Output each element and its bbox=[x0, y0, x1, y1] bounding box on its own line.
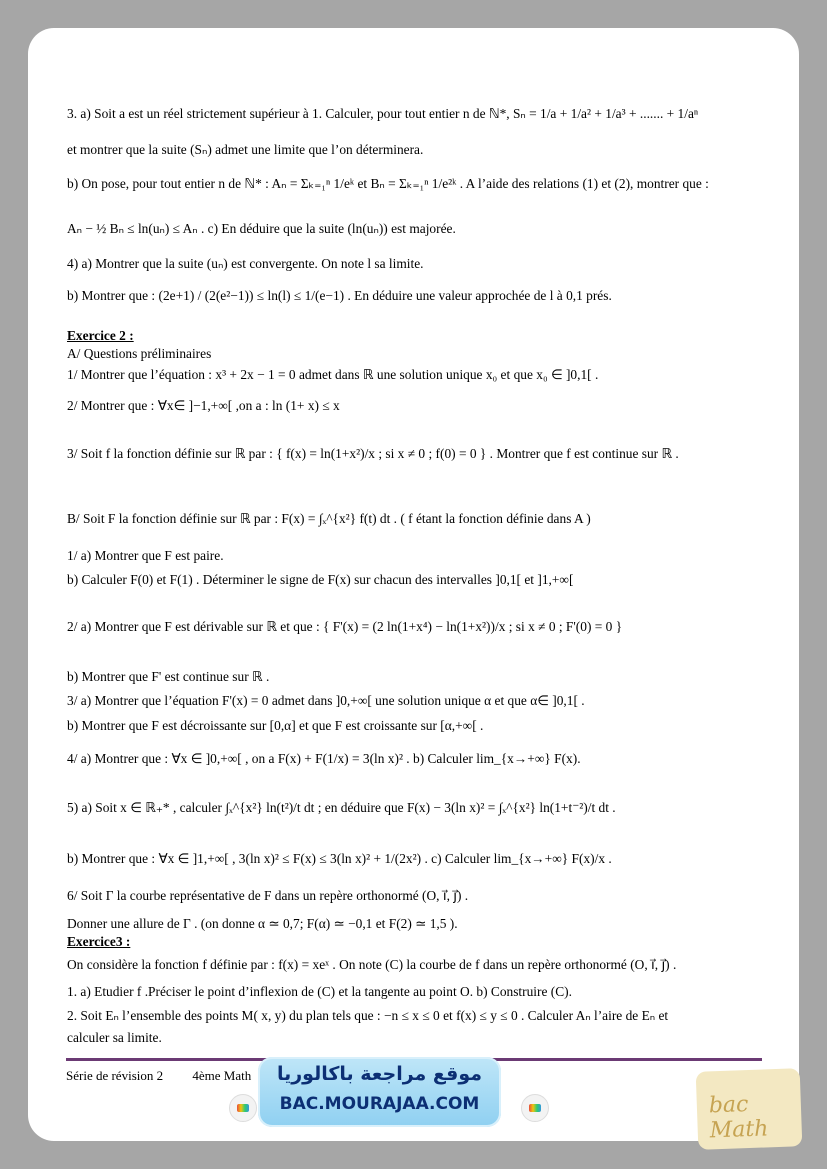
banner-domain[interactable]: BAC.MOURAJAA.COM bbox=[279, 1094, 480, 1114]
text-line: b) Montrer que : (2e+1) / (2(e²−1)) ≤ ln(l) ≤ 1/(e−1) . En déduire une valeur approchée de l à 0,1 prés. bbox=[67, 288, 612, 303]
bac-math-logo bbox=[696, 1068, 803, 1150]
section-title: Exercice 2 : bbox=[67, 328, 134, 343]
right-logo-icon bbox=[521, 1094, 549, 1122]
text-line: b) Montrer que F' est continue sur ℝ . bbox=[67, 669, 270, 684]
text-line: calculer sa limite. bbox=[67, 1030, 162, 1045]
text-line: 1/ Montrer que l’équation : x³ + 2x − 1 = 0 admet dans ℝ une solution unique x₀ et que x₀ ∈ ]0,1[ . bbox=[67, 367, 599, 382]
footer-series: Série de révision 2 bbox=[66, 1068, 164, 1083]
text-line: 6/ Soit Γ la courbe représentative de F dans un repère orthonormé (O, i⃗, j⃗) . bbox=[67, 888, 469, 903]
text-line: et montrer que la suite (Sₙ) admet une limite que l’on déterminera. bbox=[67, 142, 424, 157]
text-line: b) Montrer que : ∀x ∈ ]1,+∞[ , 3(ln x)² ≤ F(x) ≤ 3(ln x)² + 1/(2x²) . c) Calculer lim_{x→+∞} F(x)/x . bbox=[67, 851, 612, 866]
bac-math-logo-text: bac Math bbox=[708, 1092, 769, 1144]
text-line: On considère la fonction f définie par : f(x) = xeˣ . On note (C) la courbe de f dans un repère orthonormé (O, i⃗, j⃗) . bbox=[67, 957, 677, 972]
banner-arabic-title: موقع مراجعة باكالوريا bbox=[276, 1063, 483, 1085]
footer bbox=[66, 1068, 277, 1084]
section-title: Exercice3 : bbox=[67, 934, 131, 949]
text-line: A/ Questions préliminaires bbox=[67, 346, 212, 361]
text-line: 3/ a) Montrer que l’équation F'(x) = 0 admet dans ]0,+∞[ une solution unique α et que α∈ ]0,1[ . bbox=[67, 693, 585, 708]
text-line: Donner une allure de Γ . (on donne α ≃ 0,7; F(α) ≃ −0,1 et F(2) ≃ 1,5 ). bbox=[67, 916, 458, 931]
text-line: 1. a) Etudier f .Préciser le point d’inflexion de (C) et la tangente au point O. b) Construire (C). bbox=[67, 984, 572, 999]
text-line: b) Calculer F(0) et F(1) . Déterminer le signe de F(x) sur chacun des intervalles ]0,1[ et ]1,+∞[ bbox=[67, 572, 574, 587]
text-line: 2/ a) Montrer que F est dérivable sur ℝ et que : { F'(x) = (2 ln(1+x⁴) − ln(1+x²))/x ; si x ≠ 0 ; F'(0) = 0 } bbox=[67, 619, 623, 634]
text-line: b) On pose, pour tout entier n de ℕ* : Aₙ = Σₖ₌₁ⁿ 1/eᵏ et Bₙ = Σₖ₌₁ⁿ 1/e²ᵏ . A l’aide des relations (1) et (2), montrer que : bbox=[67, 176, 709, 191]
text-line: 4/ a) Montrer que : ∀x ∈ ]0,+∞[ , on a F(x) + F(1/x) = 3(ln x)² . b) Calculer lim_{x→+∞} F(x). bbox=[67, 751, 581, 766]
text-line: 3. a) Soit a est un réel strictement supérieur à 1. Calculer, pour tout entier n de ℕ*, Sₙ = 1/a + 1/a² + 1/a³ + ....... + 1/aⁿ bbox=[67, 106, 699, 121]
footer-level: 4ème Math bbox=[192, 1068, 252, 1083]
text-line: 5) a) Soit x ∈ ℝ₊* , calculer ∫ₓ^{x²} ln(t²)/t dt ; en déduire que F(x) − 3(ln x)² = ∫ₓ^{x²} ln(1+t⁻²)/t dt . bbox=[67, 800, 616, 815]
text-line: 3/ Soit f la fonction définie sur ℝ par : { f(x) = ln(1+x²)/x ; si x ≠ 0 ; f(0) = 0 } . Montrer que f est continue sur ℝ . bbox=[67, 446, 679, 461]
text-line: 2. Soit Eₙ l’ensemble des points M( x, y) du plan tels que : −n ≤ x ≤ 0 et f(x) ≤ y ≤ 0 . Calculer Aₙ l’aire de Eₙ et bbox=[67, 1008, 669, 1023]
text-line: 2/ Montrer que : ∀x∈ ]−1,+∞[ ,on a : ln (1+ x) ≤ x bbox=[67, 398, 340, 413]
text-line: B/ Soit F la fonction définie sur ℝ par : F(x) = ∫ₓ^{x²} f(t) dt . ( f étant la fonction définie dans A ) bbox=[67, 511, 591, 526]
text-line: Aₙ − ½ Bₙ ≤ ln(uₙ) ≤ Aₙ . c) En déduire que la suite (ln(uₙ)) est majorée. bbox=[67, 221, 456, 236]
site-banner[interactable] bbox=[258, 1057, 501, 1127]
text-line: b) Montrer que F est décroissante sur [0,α] et que F est croissante sur [α,+∞[ . bbox=[67, 718, 484, 733]
text-line: 1/ a) Montrer que F est paire. bbox=[67, 548, 224, 563]
text-line: 4) a) Montrer que la suite (uₙ) est convergente. On note l sa limite. bbox=[67, 256, 424, 271]
document-page bbox=[28, 28, 799, 1141]
left-logo-icon bbox=[229, 1094, 257, 1122]
